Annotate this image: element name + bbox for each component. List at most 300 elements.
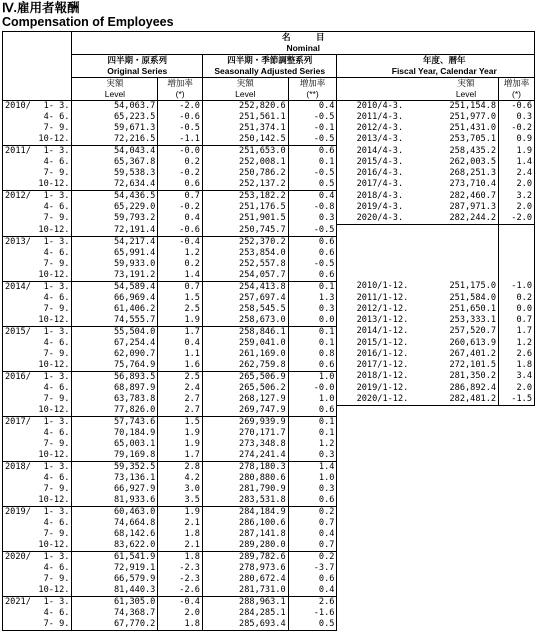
- original-level: 70,184.9: [72, 428, 158, 439]
- table-body: [3, 101, 535, 631]
- fy-level: 282,244.2: [434, 213, 499, 225]
- sa-level: 253,182.2: [202, 191, 288, 203]
- fy-growth-unit: (*): [499, 89, 535, 101]
- year-cell: [3, 495, 37, 507]
- table-header: [3, 32, 535, 101]
- table-row: [3, 168, 535, 179]
- original-level: 59,538.3: [72, 168, 158, 179]
- original-growth: -2.3: [158, 574, 203, 585]
- fy-spacer: [337, 597, 355, 609]
- fy-spacer: [337, 371, 355, 383]
- fy-spacer: [337, 326, 355, 338]
- original-growth: -0.6: [158, 112, 203, 123]
- sa-level: 252,008.1: [202, 157, 288, 168]
- fy-level: [434, 473, 499, 484]
- fy-growth: [499, 270, 535, 282]
- fy-growth: 2.4: [499, 168, 535, 179]
- sa-level: 288,963.1: [202, 597, 288, 609]
- fy-spacer: [337, 439, 355, 450]
- fy-growth: [499, 574, 535, 585]
- quarter-cell: 7- 9.: [43, 529, 70, 539]
- year-cell: 2021/: [3, 597, 37, 609]
- original-level: 59,352.5: [72, 462, 158, 474]
- orig-growth-jp: 増加率: [158, 78, 203, 90]
- quarter-cell: 1- 3.: [43, 101, 70, 111]
- table-row: [3, 270, 535, 282]
- original-growth: 0.4: [158, 213, 203, 225]
- fy-growth: -1.5: [499, 394, 535, 406]
- fy-spacer: [337, 270, 355, 282]
- fy-growth: 0.7: [499, 315, 535, 327]
- table-row: [3, 338, 535, 349]
- fy-spacer: [337, 349, 355, 360]
- fy-growth: -0.6: [499, 101, 535, 113]
- year-cell: [3, 157, 37, 168]
- fy-spacer: [337, 405, 355, 417]
- fy-growth: 1.8: [499, 360, 535, 372]
- fy-spacer: [337, 213, 355, 225]
- year-cell: [3, 405, 37, 417]
- fy-level-jp: 実額: [457, 78, 475, 88]
- sa-level: 265,506.2: [202, 383, 288, 394]
- original-level: 54,436.5: [72, 191, 158, 203]
- fy-spacer: [337, 428, 355, 439]
- original-level: 66,927.9: [72, 484, 158, 495]
- fy-growth: 1.2: [499, 338, 535, 349]
- fy-spacer: [337, 529, 355, 540]
- year-cell: 2019/: [3, 507, 37, 519]
- fy-level: [434, 450, 499, 462]
- sa-growth: 1.0: [288, 371, 337, 383]
- nominal-header-jp: 名 目: [72, 32, 535, 44]
- sa-level: 287,141.8: [202, 529, 288, 540]
- fy-level: [434, 540, 499, 552]
- sa-level: 262,759.8: [202, 360, 288, 372]
- quarter-cell: 1- 3.: [43, 552, 70, 562]
- fy-period: 2010/1-12.: [356, 281, 409, 292]
- original-level: 81,933.6: [72, 495, 158, 507]
- fy-growth: [499, 552, 535, 564]
- sa-level: 280,880.6: [202, 473, 288, 484]
- fy-growth: -0.2: [499, 123, 535, 134]
- fy-level: 251,584.0: [449, 292, 497, 303]
- original-growth: 1.9: [158, 315, 203, 327]
- sa-growth: 0.3: [288, 213, 337, 225]
- original-growth: 2.7: [158, 394, 203, 406]
- fy-growth: [499, 608, 535, 619]
- original-level: 81,440.3: [72, 585, 158, 597]
- original-level: 65,229.0: [72, 202, 158, 213]
- sa-growth: 1.0: [288, 394, 337, 406]
- original-level: 72,216.5: [72, 134, 158, 146]
- sa-level: 281,731.0: [202, 585, 288, 597]
- original-level: 54,063.7: [72, 101, 158, 113]
- fy-period: 2011/4-3.: [356, 112, 404, 122]
- fy-period: [355, 597, 434, 609]
- original-level: 61,406.2: [72, 304, 158, 315]
- fy-period: 2015/4-3.: [356, 157, 404, 167]
- year-cell: [3, 394, 37, 406]
- sa-growth: 0.4: [288, 191, 337, 203]
- fy-spacer: [337, 450, 355, 462]
- sa-level: 278,180.3: [202, 462, 288, 474]
- quarter-cell: 1- 3.: [43, 146, 70, 156]
- table-row: [3, 484, 535, 495]
- table-row: [3, 450, 535, 462]
- fy-level: [434, 495, 499, 507]
- page-title: [2, 1, 174, 29]
- year-cell: [3, 574, 37, 585]
- fy-spacer: [337, 338, 355, 349]
- sa-growth: 0.7: [288, 540, 337, 552]
- sa-growth: -0.5: [288, 112, 337, 123]
- original-growth: -0.0: [158, 146, 203, 158]
- fy-period: [355, 563, 434, 574]
- fy-spacer: [337, 225, 355, 237]
- sa-growth: 0.1: [288, 428, 337, 439]
- fy-period: [355, 540, 434, 552]
- table-row: [3, 225, 535, 237]
- table-row: [3, 371, 535, 383]
- sa-growth: 0.3: [288, 450, 337, 462]
- sa-growth-jp: 増加率: [288, 78, 337, 90]
- fy-growth: [499, 439, 535, 450]
- original-growth: 1.2: [158, 248, 203, 259]
- fy-level: 262,003.5: [449, 157, 497, 167]
- sa-level: 252,370.2: [202, 236, 288, 248]
- fy-level: [434, 574, 499, 585]
- fy-growth-jp: 増加率: [499, 78, 535, 90]
- sa-growth: -0.8: [288, 202, 337, 213]
- fy-spacer: [337, 507, 355, 519]
- original-growth: 3.5: [158, 495, 203, 507]
- table-row: [3, 134, 535, 146]
- original-growth: 2.1: [158, 518, 203, 529]
- quarter-cell: 7- 9.: [43, 393, 70, 404]
- original-level: 59,793.2: [72, 213, 158, 225]
- sa-growth: -0.5: [288, 259, 337, 270]
- sa-growth: 0.5: [288, 179, 337, 191]
- table-row: [3, 326, 535, 338]
- fy-spacer: [337, 259, 355, 270]
- original-level: 59,933.0: [72, 259, 158, 270]
- fy-period: [355, 439, 434, 450]
- table-row: [3, 619, 535, 631]
- sa-level: 281,790.9: [202, 484, 288, 495]
- sa-level: 252,820.6: [202, 101, 288, 113]
- original-level: 72,634.4: [72, 179, 158, 191]
- table-row: [3, 507, 535, 519]
- fy-growth: [499, 563, 535, 574]
- fy-period: 2016/4-3.: [356, 168, 404, 178]
- fy-growth: 2.6: [499, 349, 535, 360]
- fy-level: [434, 417, 499, 429]
- fy-growth: [499, 507, 535, 519]
- original-growth: -0.4: [158, 236, 203, 248]
- year-cell: [3, 563, 37, 574]
- fy-level: [434, 484, 499, 495]
- sa-growth: 0.6: [288, 146, 337, 158]
- fy-level: 281,350.2: [449, 371, 497, 382]
- sa-level: 254,057.7: [202, 270, 288, 282]
- original-level: 65,223.5: [72, 112, 158, 123]
- fy-level: 287,971.3: [449, 202, 497, 212]
- sa-growth: 0.2: [288, 507, 337, 519]
- original-level: 65,991.4: [72, 248, 158, 259]
- sa-series-jp: 四半期・季節調整系列: [202, 55, 336, 67]
- quarter-cell: 1- 3.: [43, 371, 70, 382]
- fy-level: 251,650.1: [449, 303, 497, 314]
- original-growth: -0.5: [158, 123, 203, 134]
- fy-spacer: [337, 191, 355, 203]
- table-row: [3, 394, 535, 406]
- quarter-cell: 10-12.: [36, 360, 72, 372]
- sa-level: 289,280.0: [202, 540, 288, 552]
- fiscal-header-en: Fiscal Year, Calendar Year: [355, 66, 535, 78]
- table-row: [3, 293, 535, 304]
- fy-level: 253,333.1: [449, 314, 497, 325]
- fy-growth: [499, 495, 535, 507]
- fy-level: [434, 585, 499, 597]
- quarter-cell: 10-12.: [36, 134, 72, 146]
- sa-level: 251,561.1: [202, 112, 288, 123]
- fy-spacer: [337, 394, 355, 406]
- original-growth: 1.9: [158, 428, 203, 439]
- fy-level: [434, 552, 499, 564]
- original-level: 74,664.8: [72, 518, 158, 529]
- sa-level: 258,846.1: [202, 326, 288, 338]
- fy-spacer: [337, 134, 355, 146]
- sa-growth: 0.6: [288, 236, 337, 248]
- fy-level: 253,705.1: [449, 134, 497, 145]
- quarter-cell: 1- 3.: [43, 417, 70, 427]
- quarter-cell: 1- 3.: [43, 326, 70, 337]
- fy-level: 260,613.9: [449, 337, 497, 348]
- sa-level: 254,413.8: [202, 281, 288, 293]
- year-cell: [3, 270, 37, 282]
- fy-period: [355, 225, 434, 237]
- table-row: [3, 405, 535, 417]
- compensation-table: [2, 31, 535, 631]
- original-level: 72,191.4: [72, 225, 158, 237]
- fy-level: [434, 608, 499, 619]
- original-level: 63,783.8: [72, 394, 158, 406]
- original-growth: 0.7: [158, 281, 203, 293]
- fy-period: [355, 619, 434, 631]
- fy-spacer: [337, 518, 355, 529]
- sa-level: 251,653.0: [202, 146, 288, 158]
- fy-spacer: [337, 202, 355, 213]
- sa-growth: 0.1: [288, 338, 337, 349]
- table-row: [3, 597, 535, 609]
- fy-period: 2010/4-3.: [356, 101, 404, 111]
- fy-level: [434, 248, 499, 259]
- fy-spacer: [337, 360, 355, 372]
- fy-spacer: [337, 168, 355, 179]
- fy-spacer: [337, 281, 355, 293]
- sa-level-jp: 実額: [202, 78, 288, 90]
- year-cell: 2011/: [3, 146, 37, 158]
- original-growth: 1.7: [158, 326, 203, 338]
- fy-period: 2013/4-3.: [356, 134, 404, 145]
- sa-growth: 0.1: [288, 326, 337, 338]
- sa-growth: 0.1: [288, 157, 337, 168]
- sa-growth: 0.6: [288, 248, 337, 259]
- year-cell: [3, 225, 37, 237]
- quarter-cell: 10-12.: [36, 405, 72, 417]
- quarter-cell: 4- 6.: [43, 608, 70, 618]
- fy-growth: [499, 529, 535, 540]
- table-row: [3, 146, 535, 158]
- original-growth: 0.2: [158, 259, 203, 270]
- fy-spacer: [337, 552, 355, 564]
- fy-growth: -2.0: [499, 213, 535, 225]
- fy-level: 267,401.2: [449, 348, 497, 359]
- fy-growth: [499, 540, 535, 552]
- table-row: [3, 202, 535, 213]
- table-row: [3, 439, 535, 450]
- original-growth: 1.8: [158, 552, 203, 564]
- original-growth: 2.7: [158, 405, 203, 417]
- original-growth: 1.9: [158, 507, 203, 519]
- sa-growth: 0.3: [288, 304, 337, 315]
- quarter-cell: 4- 6.: [43, 247, 70, 258]
- fy-growth: [499, 450, 535, 462]
- quarter-cell: 7- 9.: [43, 168, 70, 178]
- fy-growth: [499, 473, 535, 484]
- fy-period: [355, 484, 434, 495]
- fy-period: [355, 552, 434, 564]
- table-row: [3, 349, 535, 360]
- fy-level: [434, 597, 499, 609]
- fy-period: [355, 236, 434, 248]
- sa-level: 253,854.0: [202, 248, 288, 259]
- fy-growth: [499, 484, 535, 495]
- fy-period: 2011/1-12.: [356, 292, 409, 303]
- quarter-cell: 7- 9.: [43, 348, 70, 359]
- fy-growth: [499, 248, 535, 259]
- sa-growth: 0.4: [288, 585, 337, 597]
- fy-level: [434, 529, 499, 540]
- table-row: [3, 608, 535, 619]
- fy-period: 2017/4-3.: [356, 179, 404, 190]
- year-cell: 2017/: [3, 417, 37, 429]
- sa-level: 251,374.1: [202, 123, 288, 134]
- year-cell: [3, 293, 37, 304]
- table-row: [3, 529, 535, 540]
- sa-level: 250,142.5: [202, 134, 288, 146]
- nominal-header-en: Nominal: [72, 43, 535, 55]
- table-row: [3, 281, 535, 293]
- orig-level-jp: 実額: [72, 78, 158, 90]
- original-growth: 1.5: [158, 293, 203, 304]
- year-cell: 2020/: [3, 552, 37, 564]
- sa-level: 259,041.0: [202, 338, 288, 349]
- sa-level: 278,973.6: [202, 563, 288, 574]
- quarter-cell: 7- 9.: [36, 619, 72, 631]
- original-growth: -0.4: [158, 597, 203, 609]
- fy-spacer: [337, 146, 355, 158]
- original-growth: -2.3: [158, 563, 203, 574]
- original-growth: 3.0: [158, 484, 203, 495]
- fy-level: 251,154.8: [449, 101, 497, 111]
- fy-level: 257,520.7: [449, 326, 497, 337]
- fy-level: 273,710.4: [449, 179, 497, 190]
- fy-period: [355, 608, 434, 619]
- fy-growth: 1.4: [499, 157, 535, 168]
- sa-level: 252,557.8: [202, 259, 288, 270]
- quarter-cell: 1- 3.: [43, 597, 70, 607]
- original-growth: 0.2: [158, 157, 203, 168]
- fy-period: [355, 495, 434, 507]
- sa-level: 268,127.9: [202, 394, 288, 406]
- original-growth: -0.6: [158, 225, 203, 237]
- fy-growth: [499, 236, 535, 248]
- quarter-cell: 1- 3.: [43, 191, 70, 201]
- quarter-cell: 1- 3.: [43, 281, 70, 292]
- sa-growth: 0.8: [288, 349, 337, 360]
- original-growth: 1.6: [158, 360, 203, 372]
- sa-growth: 2.6: [288, 597, 337, 609]
- fy-level: 268,251.3: [449, 168, 497, 178]
- fy-period: 2019/4-3.: [356, 202, 404, 212]
- sa-level: 257,697.4: [202, 293, 288, 304]
- fy-growth: 1.9: [499, 146, 535, 158]
- sa-level: 261,169.0: [202, 349, 288, 360]
- fy-growth: 0.3: [499, 112, 535, 123]
- fy-growth: [499, 597, 535, 609]
- fy-period: 2012/4-3.: [356, 123, 404, 133]
- fy-period: 2020/1-12.: [355, 394, 434, 406]
- fy-period: 2014/1-12.: [356, 326, 409, 337]
- sa-growth: 0.3: [288, 484, 337, 495]
- year-cell: [3, 360, 37, 372]
- sa-growth: 0.2: [288, 552, 337, 564]
- sa-level: 251,176.5: [202, 202, 288, 213]
- quarter-cell: 10-12.: [36, 585, 72, 597]
- quarter-cell: 7- 9.: [43, 123, 70, 133]
- year-cell: 2016/: [3, 371, 37, 383]
- fy-growth: [499, 619, 535, 631]
- year-cell: [3, 202, 37, 213]
- original-level: 60,463.0: [72, 507, 158, 519]
- table-row: [3, 179, 535, 191]
- original-level: 62,090.7: [72, 349, 158, 360]
- title-jp: Ⅳ.雇用者報酬: [2, 1, 80, 15]
- original-level: 67,770.2: [72, 619, 158, 631]
- quarter-cell: 1- 3.: [43, 236, 70, 247]
- original-level: 79,169.8: [72, 450, 158, 462]
- original-growth: -0.2: [158, 202, 203, 213]
- original-level: 57,743.6: [72, 417, 158, 429]
- table-row: [3, 101, 535, 113]
- quarter-cell: 10-12.: [36, 270, 72, 282]
- year-cell: [3, 428, 37, 439]
- original-growth: 1.7: [158, 450, 203, 462]
- fy-period: [355, 473, 434, 484]
- fy-spacer: [337, 495, 355, 507]
- quarter-cell: 10-12.: [36, 495, 72, 507]
- year-cell: [3, 439, 37, 450]
- original-level: 66,969.4: [72, 293, 158, 304]
- fy-period: [355, 518, 434, 529]
- original-level: 66,579.9: [72, 574, 158, 585]
- original-level: 75,764.9: [72, 360, 158, 372]
- fy-period: [355, 259, 434, 270]
- fy-level: [434, 236, 499, 248]
- sa-growth: 1.4: [288, 462, 337, 474]
- table-row: [3, 417, 535, 429]
